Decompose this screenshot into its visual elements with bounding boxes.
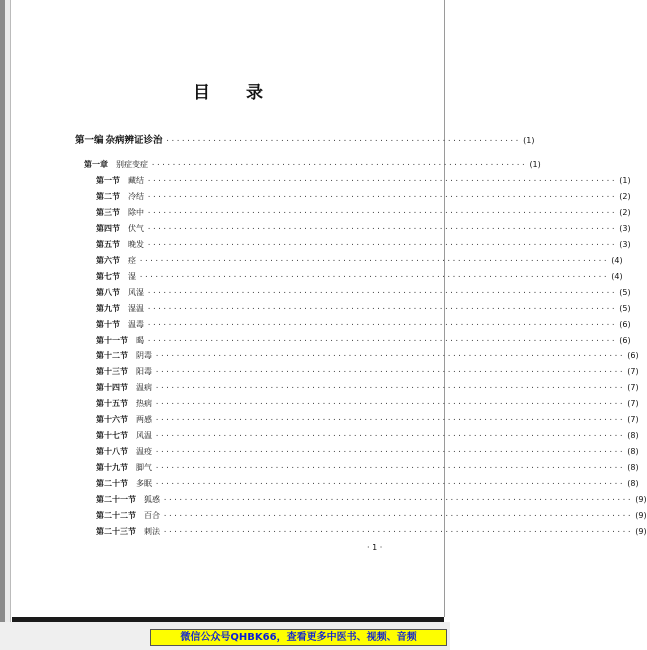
title-char-2: 录 [246,83,263,103]
title-char-1: 目 [193,83,210,103]
toc-leader-dots: ·························································································· [163,511,633,520]
toc-section-entry[interactable] [96,255,623,266]
toc-section-name: 冷结 [128,191,144,201]
toc-section-label: 第十二节 [96,351,128,361]
toc-part-entry[interactable] [75,135,535,147]
toc-section-name: 风湿 [128,287,144,297]
toc-section-page: (2) [619,207,631,217]
toc-section-name: 刺法 [144,526,160,536]
toc-section-entry[interactable] [96,271,623,282]
toc-section-page: (8) [627,431,639,441]
toc-section-page: (7) [627,367,639,377]
toc-section-entry[interactable] [96,447,639,457]
toc-chapter-label: 第一章 [84,160,108,169]
toc-section-name: 藏结 [128,176,144,185]
toc-section-name: 痉 [128,255,136,265]
toc-leader-dots: ·························································································· [163,527,633,536]
toc-section-page: (8) [627,447,639,457]
toc-chapter-name: 别症变症 [116,160,148,169]
toc-section-label: 第三节 [96,207,120,217]
toc-section-entry[interactable] [96,351,639,361]
toc-section-page: (8) [627,479,639,489]
toc-section-page: (3) [619,239,631,249]
toc-leader-dots: ·························································································· [155,368,625,377]
toc-leader-dots: ·························································································· [155,416,625,425]
toc-section-name: 阳毒 [136,367,152,377]
toc-section-name: 除中 [128,207,144,217]
toc-section-name: 晚发 [128,239,144,249]
toc-section-name: 狐惑 [144,495,160,504]
toc-section-label: 第二十一节 [96,495,136,504]
toc-chapter-page: (1) [529,160,541,169]
toc-leader-dots: ·························································································· [147,320,617,329]
toc-leader-dots: ···································································· [165,137,521,145]
toc-section-entry[interactable] [96,526,647,537]
toc-section-entry[interactable] [96,479,639,489]
toc-section-label: 第二十二节 [96,510,136,520]
toc-section-label: 第一节 [96,176,120,185]
toc-section-page: (7) [627,415,639,425]
toc-leader-dots: ·························································································· [155,448,625,457]
toc-section-label: 第四节 [96,223,120,233]
toc-section-entry[interactable] [96,191,631,202]
toc-section-page: (5) [619,287,631,297]
toc-section-name: 温病 [136,383,152,393]
toc-section-label: 第二节 [96,191,120,201]
toc-leader-dots: ·························································································· [147,336,617,345]
toc-section-entry[interactable] [96,176,631,186]
toc-section-page: (9) [635,495,647,504]
toc-section-entry[interactable] [96,431,639,441]
toc-section-name: 伏气 [128,223,144,233]
toc-section-entry[interactable] [96,287,631,298]
toc-section-label: 第六节 [96,255,120,265]
toc-leader-dots: ········································································ [151,161,527,169]
toc-section-label: 第五节 [96,239,120,249]
toc-section-entry[interactable] [96,319,631,330]
toc-section-page: (2) [619,191,631,201]
toc-section-name: 百合 [144,510,160,520]
toc-section-label: 第八节 [96,287,120,297]
toc-section-page: (6) [619,319,631,329]
toc-section-name: 暍 [136,335,144,345]
toc-section-label: 第七节 [96,271,120,281]
promo-banner: 微信公众号QHBK66，查看更多中医书、视频、音频 [150,629,447,646]
toc-section-entry[interactable] [96,303,631,314]
toc-section-page: (6) [619,335,631,345]
toc-leader-dots: ·························································································· [155,400,625,409]
toc-section-page: (6) [627,351,639,361]
toc-section-entry[interactable] [96,335,631,346]
toc-section-entry[interactable] [96,415,639,425]
toc-section-page: (7) [627,399,639,409]
toc-section-label: 第十四节 [96,383,128,393]
toc-section-entry[interactable] [96,239,631,250]
toc-section-name: 湿 [128,271,136,281]
toc-section-name: 温毒 [128,319,144,329]
toc-section-label: 第九节 [96,303,120,313]
toc-section-label: 第十五节 [96,399,128,409]
toc-leader-dots: ·························································································· [147,288,617,297]
toc-section-page: (8) [627,463,639,473]
toc-section-entry[interactable] [96,223,631,234]
toc-section-page: (5) [619,303,631,313]
toc-section-entry[interactable] [96,399,639,409]
page-left-edge [5,0,11,650]
toc-leader-dots: ·························································································· [147,224,617,233]
toc-leader-dots: ·························································································· [163,496,633,504]
toc-section-name: 阴毒 [136,351,152,361]
toc-leader-dots: ·························································································· [139,272,609,281]
page-title [12,78,444,103]
toc-section-page: (9) [635,510,647,520]
toc-section-entry[interactable] [96,463,639,473]
toc-section-label: 第十节 [96,319,120,329]
toc-leader-dots: ·························································································· [139,256,609,265]
toc-section-label: 第十七节 [96,431,128,441]
toc-leader-dots: ·························································································· [155,352,625,361]
toc-section-entry[interactable] [96,207,631,218]
toc-section-name: 温疫 [136,447,152,457]
toc-section-name: 多眠 [136,479,152,489]
toc-section-name: 脚气 [136,463,152,473]
page-number: · 1 · [367,543,383,552]
toc-section-entry[interactable] [96,383,639,393]
toc-part-page: (1) [523,136,535,145]
toc-leader-dots: ·························································································· [147,240,617,249]
toc-section-label: 第十一节 [96,335,128,345]
toc-section-label: 第十八节 [96,447,128,457]
toc-section-label: 第二十节 [96,479,128,489]
toc-section-page: (7) [627,383,639,393]
toc-section-label: 第十三节 [96,367,128,377]
toc-leader-dots: ·························································································· [155,480,625,489]
toc-section-page: (3) [619,223,631,233]
toc-section-page: (1) [619,176,631,185]
toc-leader-dots: ·························································································· [155,432,625,441]
toc-section-name: 两感 [136,415,152,425]
toc-section-label: 第十九节 [96,463,128,473]
toc-section-label: 第十六节 [96,415,128,425]
toc-section-entry[interactable] [96,510,647,521]
toc-section-name: 风温 [136,431,152,441]
toc-section-entry[interactable] [96,367,639,377]
toc-leader-dots: ·························································································· [147,177,617,185]
toc-section-page: (4) [611,271,623,281]
document-page [12,0,647,617]
toc-leader-dots: ·························································································· [147,192,617,201]
toc-section-page: (4) [611,255,623,265]
toc-part-label: 第一编 [75,135,104,146]
toc-section-page: (9) [635,526,647,536]
toc-leader-dots: ·························································································· [155,384,625,393]
toc-section-label: 第二十三节 [96,526,136,536]
toc-section-name: 热病 [136,399,152,409]
toc-leader-dots: ·························································································· [147,208,617,217]
toc-leader-dots: ·························································································· [155,464,625,473]
toc-chapter-entry[interactable] [84,160,541,170]
toc-section-entry[interactable] [96,495,647,505]
toc-leader-dots: ·························································································· [147,304,617,313]
toc-section-name: 湿温 [128,303,144,313]
toc-part-name: 杂病辨证诊治 [105,135,163,146]
